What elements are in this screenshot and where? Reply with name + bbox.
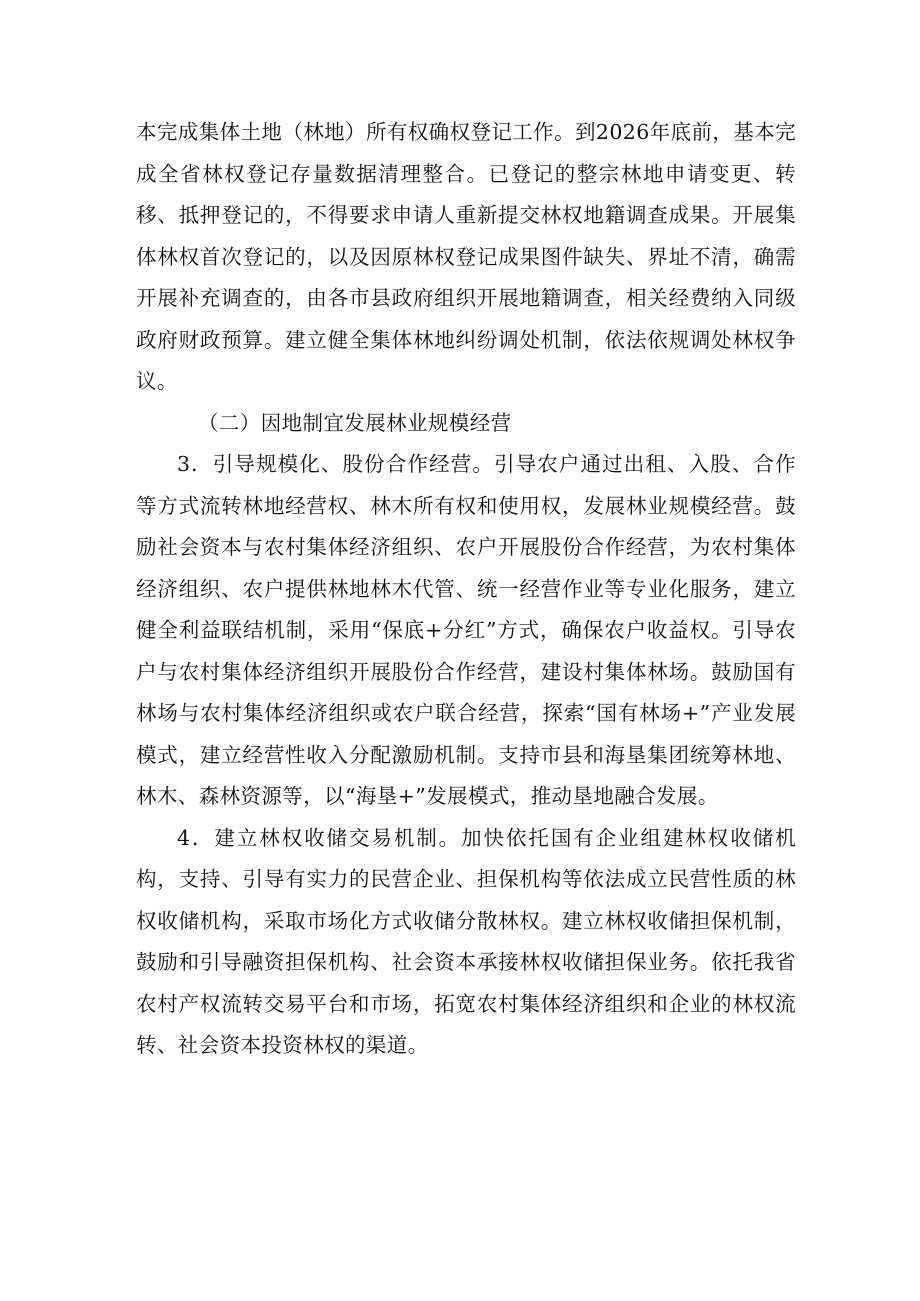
paragraph-land-registration: 本完成集体土地（林地）所有权确权登记工作。到2026年底前，基本完成全省林权登记存量数据清理整合。已登记的整宗林地申请变更、转移、抵押登记的，不得要求申请人重新提交林权地籍调查成果。开展集体林权首次登记的，以及因原林权登记成果图件缺失、界址不清，确需开展补充调查的，由各市县政府组织开展地籍调查，相关经费纳入同级政府财政预算。建立健全集体林地纠纷调处机制，依法依规调处林权争议。 <box>136 120 796 393</box>
document-body <box>136 112 796 1067</box>
paragraph-item-3: 3．引导规模化、股份合作经营。引导农户通过出租、入股、合作等方式流转林地经营权、林木所有权和使用权，发展林业规模经营。鼓励社会资本与农村集体经济组织、农户开展股份合作经营，为农村集体经济组织、农户提供林地林木代管、统一经营作业等专业化服务，建立健全利益联结机制，采用“保底+分红”方式，确保农户收益权。引导农户与农村集体经济组织开展股份合作经营，建设村集体林场。鼓励国有林场与农村集体经济组织或农户联合经营，探索“国有林场+”产业发展模式，建立经营性收入分配激励机制。支持市县和海垦集团统筹林地、林木、森林资源等，以“海垦+”发展模式，推动垦地融合发展。 <box>136 452 796 808</box>
paragraph-item-4: 4．建立林权收储交易机制。加快依托国有企业组建林权收储机构，支持、引导有实力的民营企业、担保机构等依法成立民营性质的林权收储机构，采取市场化方式收储分散林权。建立林权收储担保机制，鼓励和引导融资担保机构、社会资本承接林权收储担保业务。依托我省农村产权流转交易平台和市场，拓宽农村集体经济组织和企业的林权流转、社会资本投资林权的渠道。 <box>136 825 796 1057</box>
section-heading-scale-operation: （二）因地制宜发展林业规模经营 <box>198 410 512 435</box>
